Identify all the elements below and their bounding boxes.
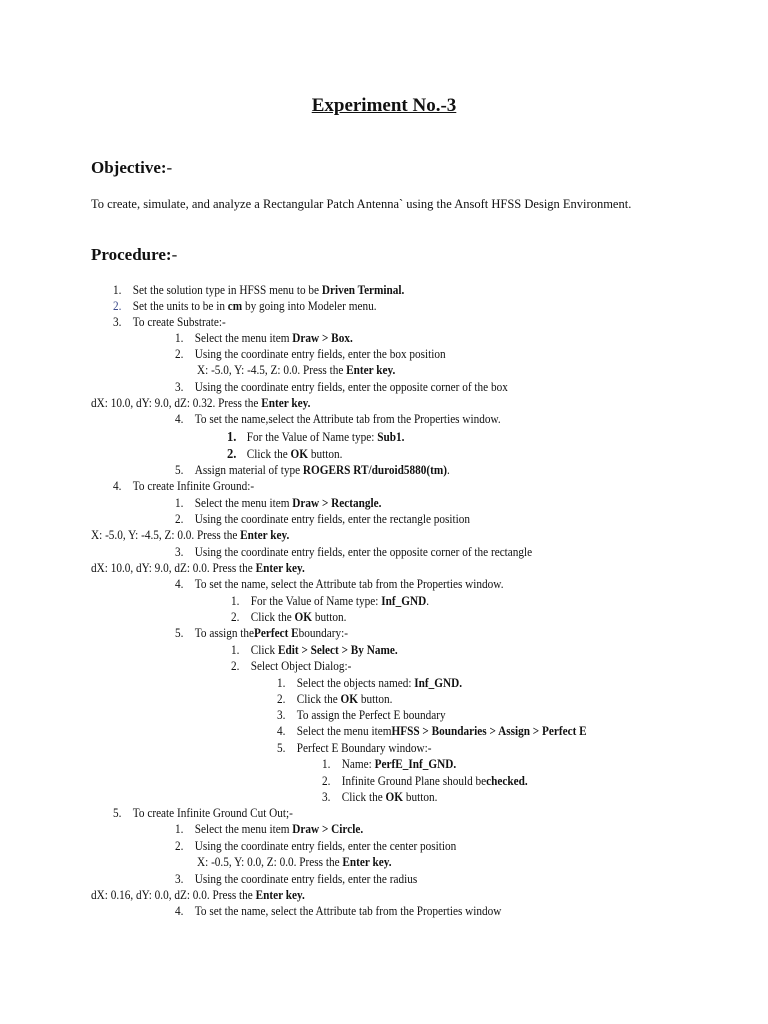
step-number: 2. bbox=[175, 347, 184, 361]
step-number: 3. bbox=[322, 790, 331, 804]
step-text-bold: Edit > Select > By Name. bbox=[277, 643, 398, 657]
step-number: 2. bbox=[231, 610, 240, 624]
step-text-bold: ROGERS RT/duroid5880(tm) bbox=[302, 463, 448, 477]
step-text-bold: Enter key. bbox=[240, 528, 290, 542]
step-text: button. bbox=[403, 790, 438, 804]
step-text: Using the coordinate entry fields, enter the opposite corner of the box bbox=[194, 380, 508, 394]
procedure-step bbox=[231, 610, 346, 625]
procedure-step bbox=[113, 806, 293, 821]
step-text-bold: OK bbox=[290, 447, 309, 461]
procedure-step bbox=[277, 708, 446, 723]
procedure-step bbox=[175, 496, 381, 511]
step-text: Click the bbox=[250, 610, 295, 624]
objective-heading bbox=[91, 158, 172, 178]
procedure-step bbox=[231, 659, 351, 674]
step-text: X: -5.0, Y: -4.5, Z: 0.0. Press the bbox=[91, 528, 241, 542]
procedure-step bbox=[113, 315, 226, 330]
step-text: To set the name, select the Attribute tab from the Properties window. bbox=[194, 577, 504, 591]
step-number: 4. bbox=[175, 577, 184, 591]
step-number: 1. bbox=[175, 822, 184, 836]
objective-text: To create, simulate, and analyze a Rectangular Patch Antenna` using the Ansoft HFSS Design Environment. bbox=[91, 197, 632, 211]
objective-heading-text: Objective: bbox=[91, 158, 167, 177]
step-text: Click the bbox=[341, 790, 386, 804]
step-text-bold: cm bbox=[227, 299, 243, 313]
procedure-heading-text: Procedure: bbox=[91, 245, 172, 264]
step-text-bold: Sub1. bbox=[377, 430, 405, 444]
step-number: 3. bbox=[277, 708, 286, 722]
step-text-bold: HFSS > Boundaries > Assign > Perfect E bbox=[391, 724, 587, 738]
step-text: Using the coordinate entry fields, enter the rectangle position bbox=[194, 512, 471, 526]
procedure-step bbox=[91, 528, 289, 543]
step-text-bold: PerfE_Inf_GND. bbox=[374, 757, 457, 771]
step-text-bold: Enter key. bbox=[261, 396, 311, 410]
step-text: To set the name, select the Attribute tab from the Properties window bbox=[194, 904, 502, 918]
procedure-step bbox=[277, 676, 462, 691]
step-text: Select the menu item bbox=[296, 724, 392, 738]
step-text: button. bbox=[308, 447, 343, 461]
step-number: 1. bbox=[231, 643, 240, 657]
procedure-step bbox=[175, 331, 353, 346]
step-text: Select the menu item bbox=[194, 496, 293, 510]
step-text: Name: bbox=[341, 757, 375, 771]
step-text: To set the name,select the Attribute tab from the Properties window. bbox=[194, 412, 501, 426]
procedure-step bbox=[277, 724, 587, 739]
step-text: Perfect E Boundary window:- bbox=[296, 741, 432, 755]
step-number: 2. bbox=[227, 447, 237, 462]
procedure-step bbox=[175, 545, 532, 560]
procedure-step bbox=[113, 283, 404, 298]
procedure-heading-dash: - bbox=[171, 245, 178, 264]
procedure-step bbox=[197, 855, 392, 870]
step-text: Set the units to be in bbox=[132, 299, 228, 313]
step-text-bold: Draw > Circle. bbox=[292, 822, 364, 836]
procedure-step bbox=[322, 774, 528, 789]
step-number: 4. bbox=[175, 412, 184, 426]
step-text: button. bbox=[358, 692, 393, 706]
step-text: Select the menu item bbox=[194, 822, 293, 836]
step-text: To assign the bbox=[194, 626, 255, 640]
step-text: For the Value of Name type: bbox=[246, 430, 378, 444]
step-text: Select the objects named: bbox=[296, 676, 415, 690]
procedure-step bbox=[277, 741, 431, 756]
step-number: 5. bbox=[175, 626, 184, 640]
step-number: 5. bbox=[277, 741, 286, 755]
procedure-step bbox=[231, 594, 429, 609]
objective-heading-dash: - bbox=[166, 158, 173, 177]
procedure-step bbox=[91, 396, 310, 411]
step-number: 4. bbox=[277, 724, 286, 738]
procedure-step bbox=[175, 872, 417, 887]
step-number: 3. bbox=[175, 872, 184, 886]
step-text-bold: Inf_GND bbox=[381, 594, 427, 608]
step-number: 2. bbox=[113, 299, 122, 313]
step-text: Using the coordinate entry fields, enter the radius bbox=[194, 872, 418, 886]
procedure-step bbox=[113, 299, 377, 314]
step-number: 1. bbox=[231, 594, 240, 608]
step-text: To create Infinite Ground Cut Out;- bbox=[132, 806, 293, 820]
step-number: 2. bbox=[231, 659, 240, 673]
step-text: Using the coordinate entry fields, enter the opposite corner of the rectangle bbox=[194, 545, 533, 559]
step-text: For the Value of Name type: bbox=[250, 594, 382, 608]
procedure-step bbox=[175, 822, 363, 837]
procedure-step bbox=[322, 790, 437, 805]
procedure-step bbox=[175, 380, 508, 395]
procedure-step bbox=[231, 643, 398, 658]
step-number: 1. bbox=[175, 331, 184, 345]
step-text: Click the bbox=[296, 692, 341, 706]
step-text: dX: 0.16, dY: 0.0, dZ: 0.0. Press the bbox=[91, 888, 256, 902]
step-text: Click the bbox=[246, 447, 291, 461]
step-number: 2. bbox=[322, 774, 331, 788]
step-number: 5. bbox=[175, 463, 184, 477]
procedure-step bbox=[113, 479, 254, 494]
step-text: Using the coordinate entry fields, enter the center position bbox=[194, 839, 457, 853]
step-text: Select the menu item bbox=[194, 331, 293, 345]
step-number: 4. bbox=[175, 904, 184, 918]
step-number: 5. bbox=[113, 806, 122, 820]
step-text: To create Substrate:- bbox=[132, 315, 226, 329]
step-text-bold: OK bbox=[340, 692, 359, 706]
step-text: To assign the Perfect E boundary bbox=[296, 708, 446, 722]
step-text: boundary:- bbox=[298, 626, 349, 640]
step-text-bold: Enter key. bbox=[255, 561, 305, 575]
step-text: Assign material of type bbox=[194, 463, 303, 477]
experiment-title: Experiment No.-3 bbox=[311, 95, 457, 116]
step-text-bold: Draw > Box. bbox=[292, 331, 353, 345]
procedure-step bbox=[227, 447, 342, 462]
step-number: 2. bbox=[277, 692, 286, 706]
step-text: To create Infinite Ground:- bbox=[132, 479, 255, 493]
procedure-step bbox=[277, 692, 392, 707]
step-number: 1. bbox=[277, 676, 286, 690]
step-text-bold: Perfect E bbox=[254, 626, 299, 640]
procedure-step bbox=[175, 412, 501, 427]
step-text: Infinite Ground Plane should be bbox=[341, 774, 487, 788]
step-text-bold: Draw > Rectangle. bbox=[292, 496, 382, 510]
step-text-bold: OK bbox=[294, 610, 313, 624]
step-number: 3. bbox=[113, 315, 122, 329]
step-text-bold: OK bbox=[385, 790, 404, 804]
step-text: X: -5.0, Y: -4.5, Z: 0.0. Press the bbox=[197, 363, 347, 377]
step-text: dX: 10.0, dY: 9.0, dZ: 0.32. Press the bbox=[91, 396, 262, 410]
step-number: 2. bbox=[175, 512, 184, 526]
step-number: 1. bbox=[322, 757, 331, 771]
step-text: Select Object Dialog:- bbox=[250, 659, 352, 673]
step-text: dX: 10.0, dY: 9.0, dZ: 0.0. Press the bbox=[91, 561, 256, 575]
procedure-step bbox=[175, 839, 456, 854]
step-text-bold: Enter key. bbox=[255, 888, 305, 902]
step-number: 3. bbox=[175, 545, 184, 559]
procedure-step bbox=[175, 347, 446, 362]
step-text: . bbox=[426, 594, 430, 608]
procedure-step bbox=[175, 512, 470, 527]
step-text: by going into Modeler menu. bbox=[242, 299, 377, 313]
step-text: Set the solution type in HFSS menu to be bbox=[132, 283, 322, 297]
procedure-step bbox=[91, 561, 305, 576]
procedure-step bbox=[175, 904, 501, 919]
step-text-bold: Driven Terminal. bbox=[321, 283, 405, 297]
step-number: 2. bbox=[175, 839, 184, 853]
procedure-heading bbox=[91, 245, 177, 265]
procedure-step bbox=[91, 888, 305, 903]
step-text: button. bbox=[312, 610, 347, 624]
step-text: X: -0.5, Y: 0.0, Z: 0.0. Press the bbox=[197, 855, 343, 869]
step-text: Using the coordinate entry fields, enter the box position bbox=[194, 347, 446, 361]
step-number: 1. bbox=[113, 283, 122, 297]
procedure-step bbox=[175, 577, 504, 592]
step-text-bold: checked. bbox=[486, 774, 528, 788]
procedure-step bbox=[175, 463, 450, 478]
step-number: 4. bbox=[113, 479, 122, 493]
step-text-bold: Inf_GND. bbox=[414, 676, 463, 690]
step-text: . bbox=[447, 463, 450, 477]
procedure-step bbox=[227, 430, 404, 445]
procedure-step bbox=[175, 626, 348, 641]
step-number: 1. bbox=[175, 496, 184, 510]
step-text-bold: Enter key. bbox=[346, 363, 396, 377]
procedure-step bbox=[322, 757, 456, 772]
procedure-step bbox=[197, 363, 395, 378]
step-number: 1. bbox=[227, 430, 237, 445]
step-number: 3. bbox=[175, 380, 184, 394]
step-text: Click bbox=[250, 643, 278, 657]
step-text-bold: Enter key. bbox=[342, 855, 392, 869]
